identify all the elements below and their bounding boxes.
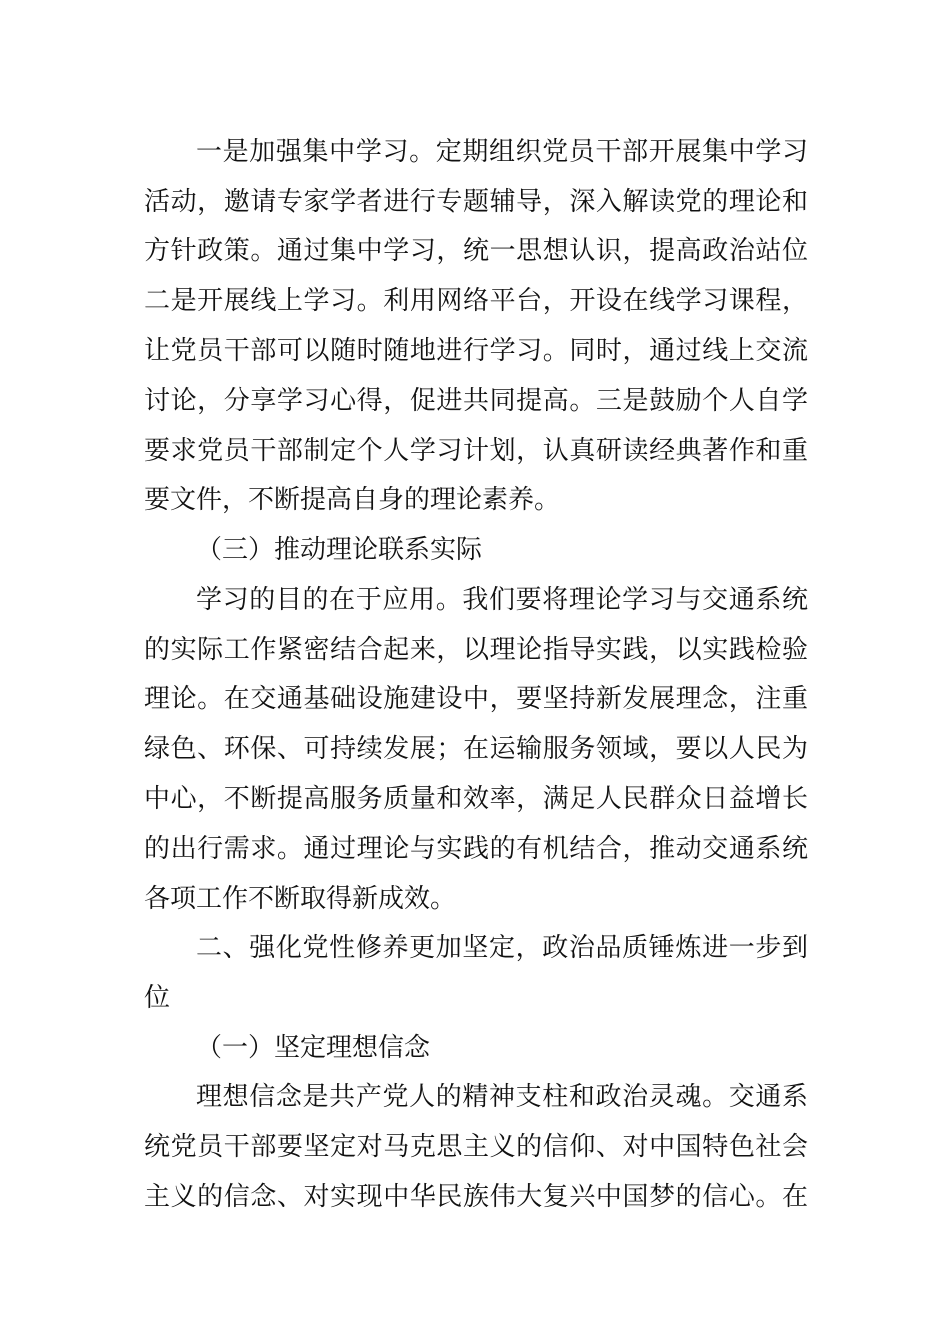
paragraph-line: 理论。在交通基础设施建设中，要坚持新发展理念，注重 (144, 684, 808, 714)
paragraph-line: 要文件，不断提高自身的理论素养。 (144, 485, 561, 515)
paragraph-line: 活动，邀请专家学者进行专题辅导，深入解读党的理论和 (144, 187, 808, 217)
paragraph-line: 讨论，分享学习心得，促进共同提高。三是鼓励个人自学 (144, 386, 808, 416)
paragraph-line: 的实际工作紧密结合起来，以理论指导实践，以实践检验 (144, 635, 808, 665)
paragraph-line: 中心，不断提高服务质量和效率，满足人民群众日益增长 (144, 784, 808, 814)
paragraph-line: 主义的信念、对实现中华民族伟大复兴中国梦的信心。在 (144, 1182, 808, 1212)
paragraph-line: 理想信念是共产党人的精神支柱和政治灵魂。交通系 (196, 1082, 808, 1112)
paragraph-line: 学习的目的在于应用。我们要将理论学习与交通系统 (196, 585, 808, 615)
paragraph-line: 让党员干部可以随时随地进行学习。同时，通过线上交流 (144, 336, 808, 366)
section-heading: （三）推动理论联系实际 (196, 535, 483, 565)
chapter-heading-continuation: 位 (144, 983, 171, 1013)
paragraph-line: 二是开展线上学习。利用网络平台，开设在线学习课程， (144, 286, 808, 316)
chapter-heading: 二、强化党性修养更加坚定，政治品质锤炼进一步到 (196, 933, 808, 963)
paragraph-line: 一是加强集中学习。定期组织党员干部开展集中学习 (196, 137, 808, 167)
paragraph-line: 要求党员干部制定个人学习计划，认真研读经典著作和重 (144, 436, 808, 466)
paragraph-line: 绿色、环保、可持续发展；在运输服务领域，要以人民为 (144, 734, 808, 764)
paragraph-line: 的出行需求。通过理论与实践的有机结合，推动交通系统 (144, 834, 808, 864)
paragraph-line: 统党员干部要坚定对马克思主义的信仰、对中国特色社会 (144, 1132, 808, 1162)
paragraph-line: 方针政策。通过集中学习，统一思想认识，提高政治站位 (144, 236, 808, 266)
section-heading: （一）坚定理想信念 (196, 1033, 431, 1063)
paragraph-line: 各项工作不断取得新成效。 (144, 884, 457, 914)
